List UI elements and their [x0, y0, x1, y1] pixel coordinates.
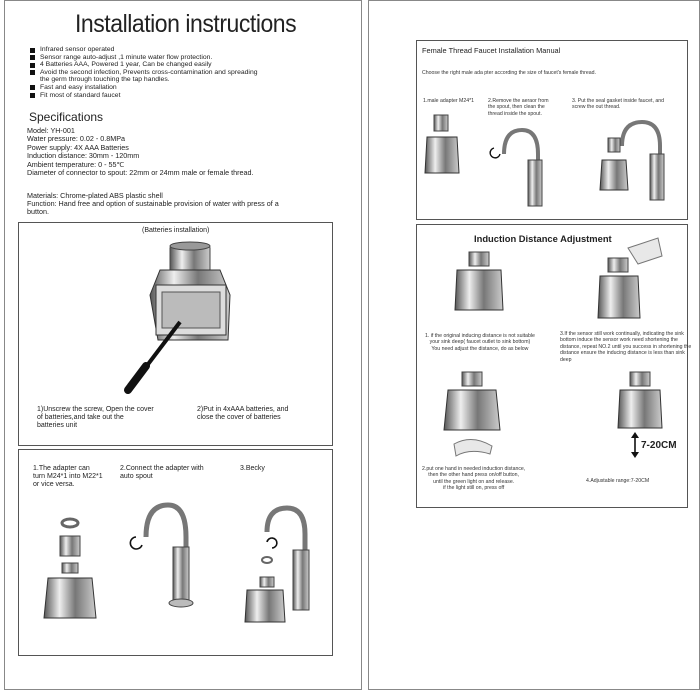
feature-list [28, 46, 328, 99]
spec-item: Power supply: 4X AAA Batteries [27, 142, 129, 152]
sensor-range-image [618, 372, 662, 432]
female-step2: 2.Remove the aeraor from the spout, then clean the thread inside the spout. [488, 98, 549, 117]
range-label: 7-20CM [641, 440, 677, 451]
female-thread-intro: Choose the right male ada pter according the size of faucet's female thread. [422, 70, 597, 76]
induction-step4: 4.Adjustable range:7-20CM [586, 478, 650, 484]
materials-text: Materials: Chrome-plated ABS plastic shell [27, 191, 163, 200]
induction-heading: Induction Distance Adjustment [474, 233, 612, 244]
spec-item: Water pressure: 0.02 - 0.8MPa [27, 134, 126, 144]
female-thread-heading: Female Thread Faucet Installation Manual [422, 46, 561, 55]
faucet-gasket-image [600, 118, 680, 206]
sensor-image-1 [455, 252, 503, 314]
batteries-step1: 1)Unscrew the screw, Open the cover of batteries,and take out the batteries unit [37, 406, 154, 429]
sensor-button-image [436, 372, 508, 458]
faucet-with-adapter-image [245, 502, 320, 632]
function-text: Function: Hand free and option of sustainable provision of water with press of a button. [27, 199, 279, 217]
feature-item: Fast and easy installation [28, 84, 328, 92]
sensor-with-hand-image [598, 238, 664, 328]
faucet-aerator-image [490, 126, 552, 210]
feature-item: Fit most of standard faucet [28, 92, 328, 100]
feature-item: Avoid the second infection, Prevents cross-contamination and spreading the germ through touching the tap handles. [28, 69, 328, 84]
induction-step2: 2.put one hand in needed induction distance, then the other hand press on/off button, until the green light on and release. if the light still on, press off [422, 466, 526, 492]
feature-item: 4 Batteries AAA, Powered 1 year, Can be changed easily [28, 61, 328, 69]
feature-item: Infrared sensor operated [28, 46, 328, 54]
induction-step3: 3.If the sensor still work continually, indicating the sink bottom induce the sensor work need shortening the distance, repeat NO.2 until you success in shortening the distance ensure the inducing distance is less than sink deep [560, 331, 692, 363]
spec-item: Ambient temperature: 0 - 55℃ [27, 159, 125, 169]
batteries-heading: (Batteries installation) [142, 227, 210, 234]
adapter-step3: 3.Becky [240, 465, 265, 472]
spec-item: Model: YH-001 [27, 126, 75, 135]
adapter-sensor-image [40, 518, 100, 628]
batteries-step2: 2)Put in 4xAAA batteries, and close the cover of batteries [197, 406, 289, 421]
male-adapter-image [424, 115, 460, 177]
adapter-step2: 2.Connect the adapter with auto spout [120, 465, 204, 480]
specifications-heading: Specifications [29, 110, 104, 124]
sensor-unit-open-image [120, 240, 250, 395]
female-step3: 3. Put the seal gasket inside faucet, and screw the out thread. [572, 98, 664, 111]
female-step1: 1.male adapter M24*1 [423, 98, 475, 104]
faucet-image [128, 497, 198, 612]
range-arrow-icon [630, 432, 640, 458]
induction-step1: 1. if the original inducing distance is not suitable your sink deep( faucet outlet to sink bottom) You need adjust the distance, do as below [425, 333, 535, 352]
adapter-step1: 1.The adapter can turn M24*1 into M22*1 or vice versa. [33, 465, 103, 488]
spec-item: Diameter of connector to spout: 22mm or 24mm male or female thread. [27, 168, 254, 178]
feature-item: Sensor range auto-adjust ,1 minute water flow protection. [28, 54, 328, 62]
page-title: Installation instructions [75, 10, 297, 38]
spec-list [27, 127, 327, 177]
spec-item: Induction distance: 30mm - 120mm [27, 151, 140, 161]
